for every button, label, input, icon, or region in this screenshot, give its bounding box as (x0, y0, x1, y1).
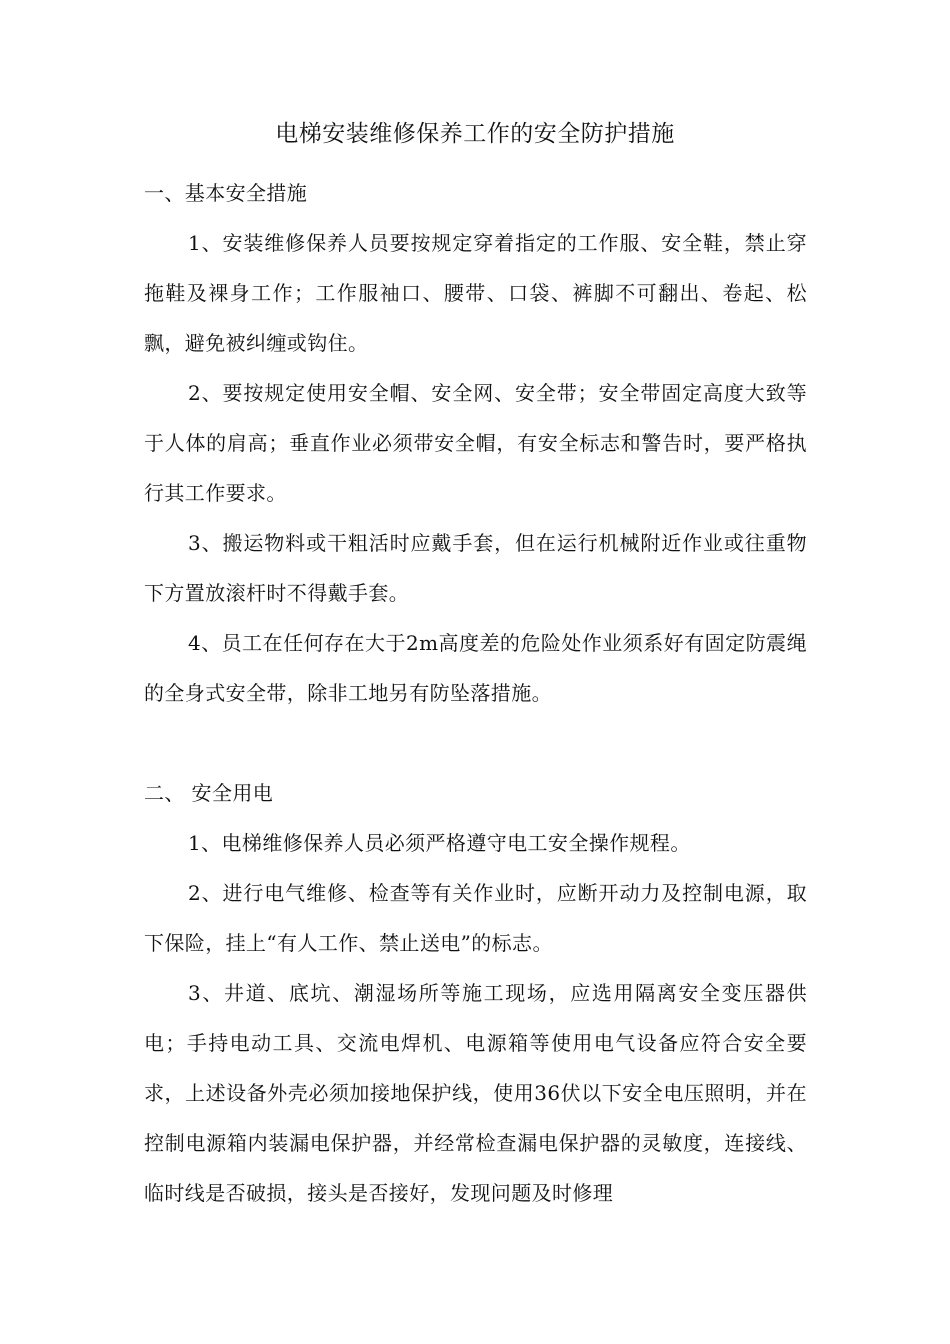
document-title: 电梯安装维修保养工作的安全防护措施 (275, 121, 675, 147)
document-body (144, 168, 807, 1218)
section-1-heading: 一、基本安全措施 (144, 181, 308, 205)
section-1-paragraph-2: 2、要按规定使用安全帽、安全网、安全带；安全带固定高度大致等于人体的肩高；垂直作业必须带安全帽，有安全标志和警告时，要严格执行其工作要求。 (144, 381, 807, 505)
section-1-paragraph-3: 3、搬运物料或干粗活时应戴手套，但在运行机械附近作业或往重物下方置放滚杆时不得戴手套。 (144, 531, 807, 605)
section-2-paragraph-2: 2、进行电气维修、检查等有关作业时，应断开动力及控制电源，取下保险，挂上“有人工作、禁止送电”的标志。 (144, 881, 807, 955)
section-2-heading: 二、 安全用电 (144, 781, 274, 805)
section-2-paragraph-3: 3、井道、底坑、潮湿场所等施工现场，应选用隔离安全变压器供电；手持电动工具、交流电焊机、电源箱等使用电气设备应符合安全要求，上述设备外壳必须加接地保护线，使用36伏以下安全电压照明，并在控制电源箱内装漏电保护器，并经常检查漏电保护器的灵敏度，连接线、临时线是否破损，接头是否接好，发现问题及时修理 (144, 981, 807, 1205)
section-2-paragraph-1: 1、电梯维修保养人员必须严格遵守电工安全操作规程。 (188, 831, 691, 855)
section-1-paragraph-4: 4、员工在任何存在大于2m高度差的危险处作业须系好有固定防震绳的全身式安全带，除非工地另有防坠落措施。 (144, 631, 807, 705)
section-1-paragraph-1: 1、安装维修保养人员要按规定穿着指定的工作服、安全鞋，禁止穿拖鞋及裸身工作；工作服袖口、腰带、口袋、裤脚不可翻出、卷起、松飘，避免被纠缠或钩住。 (144, 231, 807, 355)
section-spacer (144, 718, 807, 768)
